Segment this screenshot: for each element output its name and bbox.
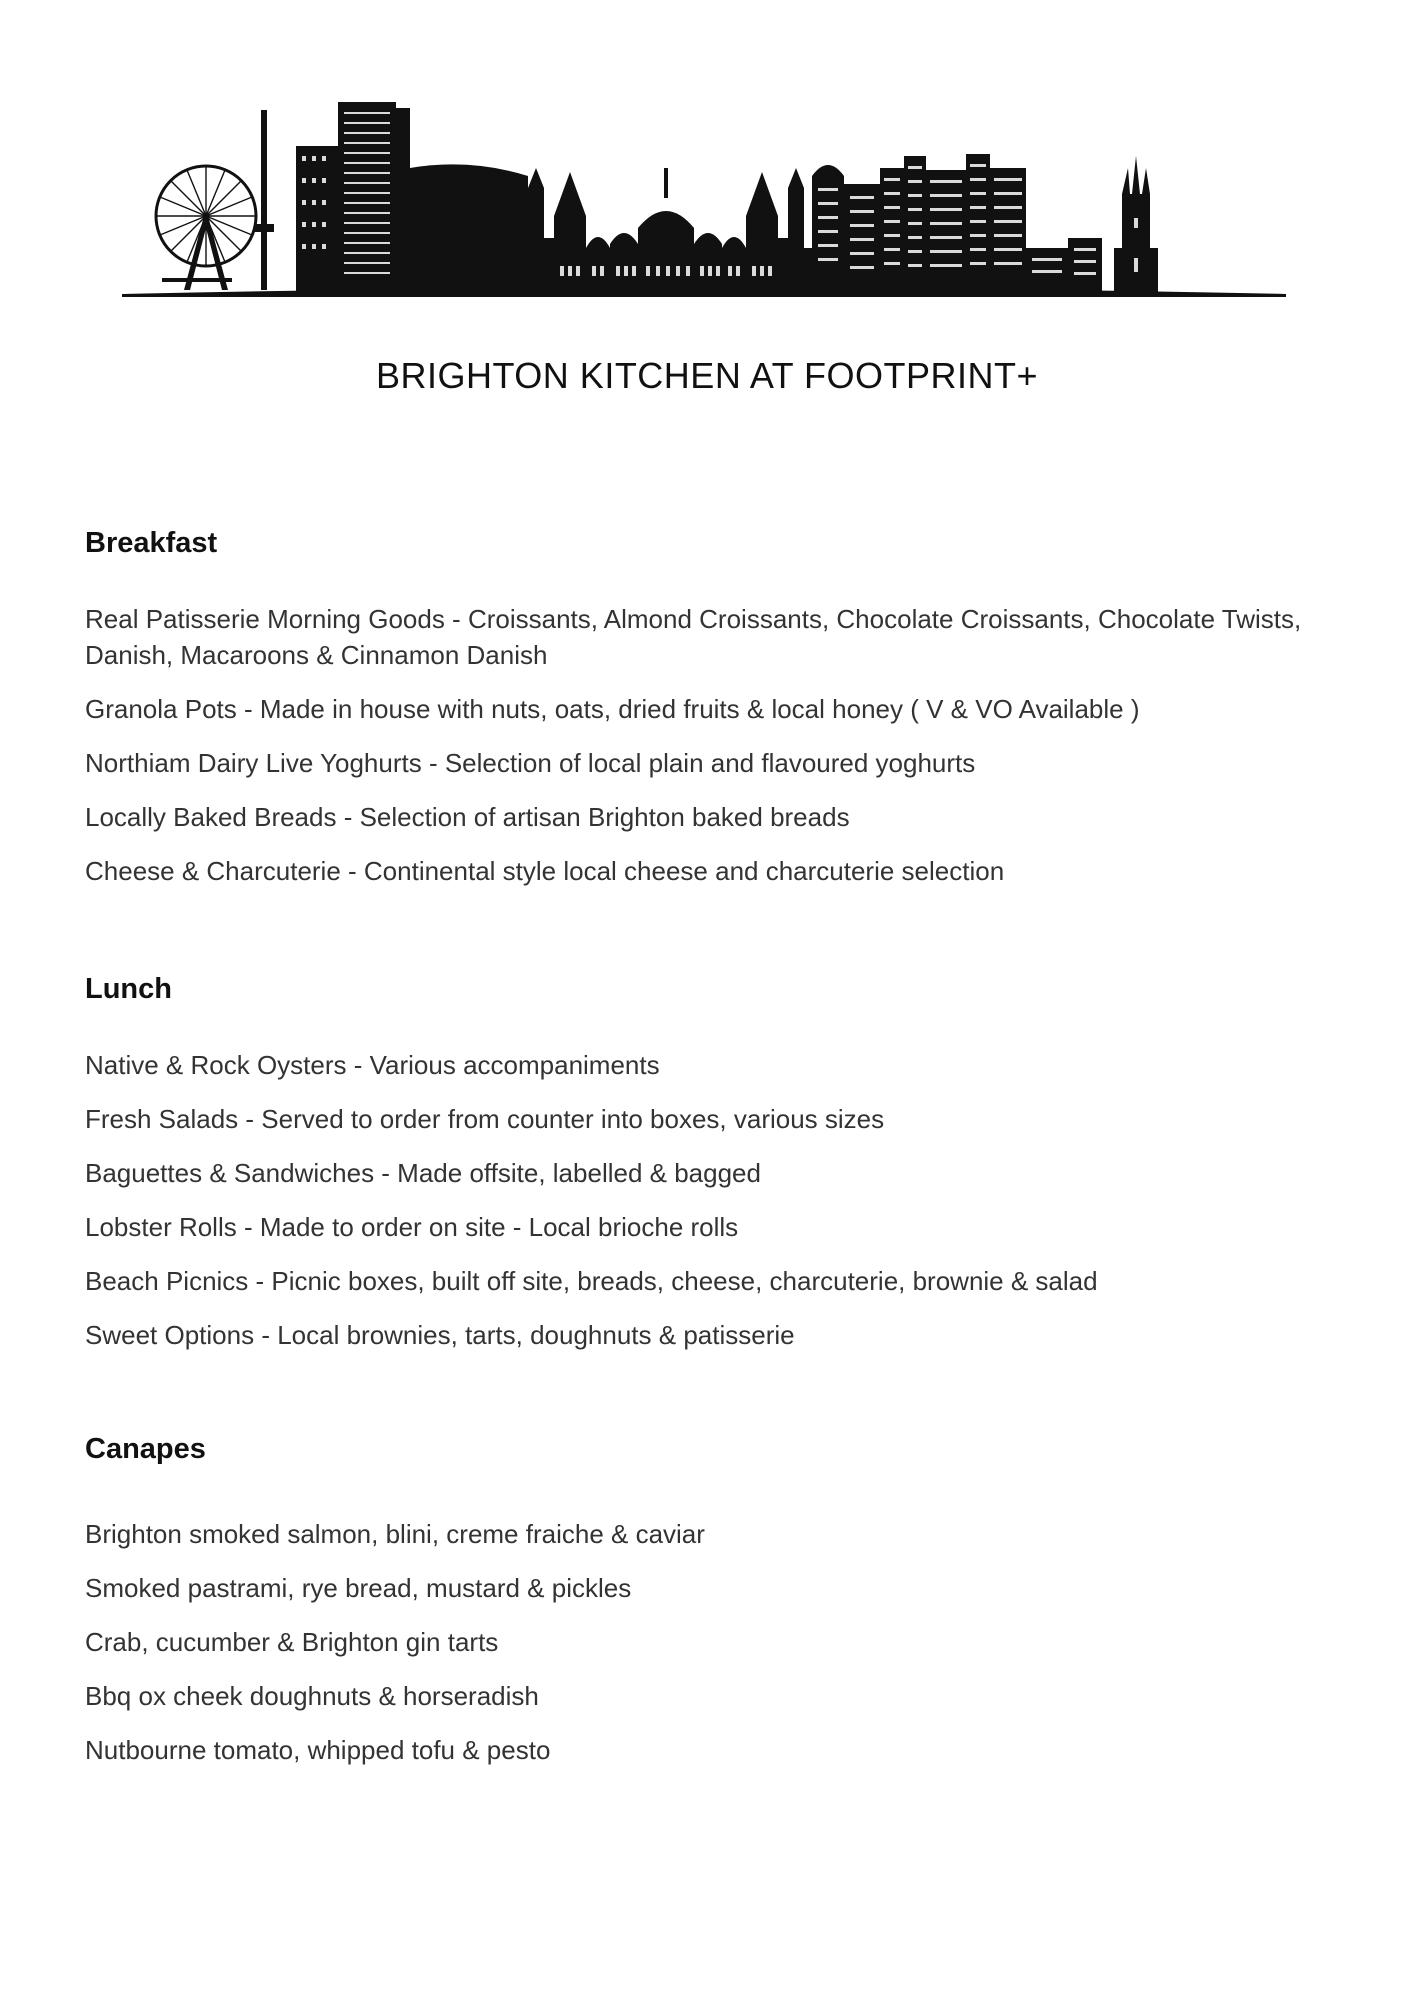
menu-item: Baguettes & Sandwiches - Made offsite, labelled & bagged — [85, 1158, 761, 1188]
section-heading-lunch: Lunch — [85, 973, 172, 1005]
menu-item: Brighton smoked salmon, blini, creme fraiche & caviar — [85, 1519, 705, 1549]
page-title: BRIGHTON KITCHEN AT FOOTPRINT+ — [375, 355, 1039, 396]
menu-item: Fresh Salads - Served to order from counter into boxes, various sizes — [85, 1104, 885, 1134]
menu-item: Locally Baked Breads - Selection of artisan Brighton baked breads — [85, 802, 850, 832]
menu-item: Nutbourne tomato, whipped tofu & pesto — [85, 1735, 551, 1765]
menu-item: Smoked pastrami, rye bread, mustard & pickles — [85, 1573, 632, 1603]
lunch-items — [85, 1047, 1345, 1353]
menu-item: Granola Pots - Made in house with nuts, oats, dried fruits & local honey ( V & VO Available ) — [85, 694, 1140, 724]
brighton-skyline-illustration — [118, 98, 1290, 298]
menu-item: Cheese & Charcuterie - Continental style local cheese and charcuterie selection — [85, 856, 1005, 886]
menu-item: Bbq ox cheek doughnuts & horseradish — [85, 1681, 539, 1711]
lunch-section — [85, 973, 1345, 1371]
menu-item: Northiam Dairy Live Yoghurts - Selection of local plain and flavoured yoghurts — [85, 748, 976, 778]
menu-item: Sweet Options - Local brownies, tarts, doughnuts & patisserie — [85, 1320, 795, 1350]
menu-item: Crab, cucumber & Brighton gin tarts — [85, 1627, 499, 1657]
section-heading-canapes: Canapes — [85, 1433, 206, 1465]
menu-item: Lobster Rolls - Made to order on site - Local brioche rolls — [85, 1212, 739, 1242]
breakfast-items — [85, 601, 1345, 889]
canapes-items — [85, 1516, 1345, 1768]
canapes-section — [85, 1433, 1345, 1786]
section-heading-breakfast: Breakfast — [85, 527, 218, 559]
menu-item: Real Patisserie Morning Goods - Croissants, Almond Croissants, Chocolate Croissants, Chocolate Twists, Danish, Macaroons & Cinnamon Danish — [85, 604, 1302, 670]
breakfast-section — [85, 527, 1345, 907]
menu-item: Beach Picnics - Picnic boxes, built off site, breads, cheese, charcuterie, brownie & salad — [85, 1266, 1098, 1296]
menu-item: Native & Rock Oysters - Various accompaniments — [85, 1050, 660, 1080]
